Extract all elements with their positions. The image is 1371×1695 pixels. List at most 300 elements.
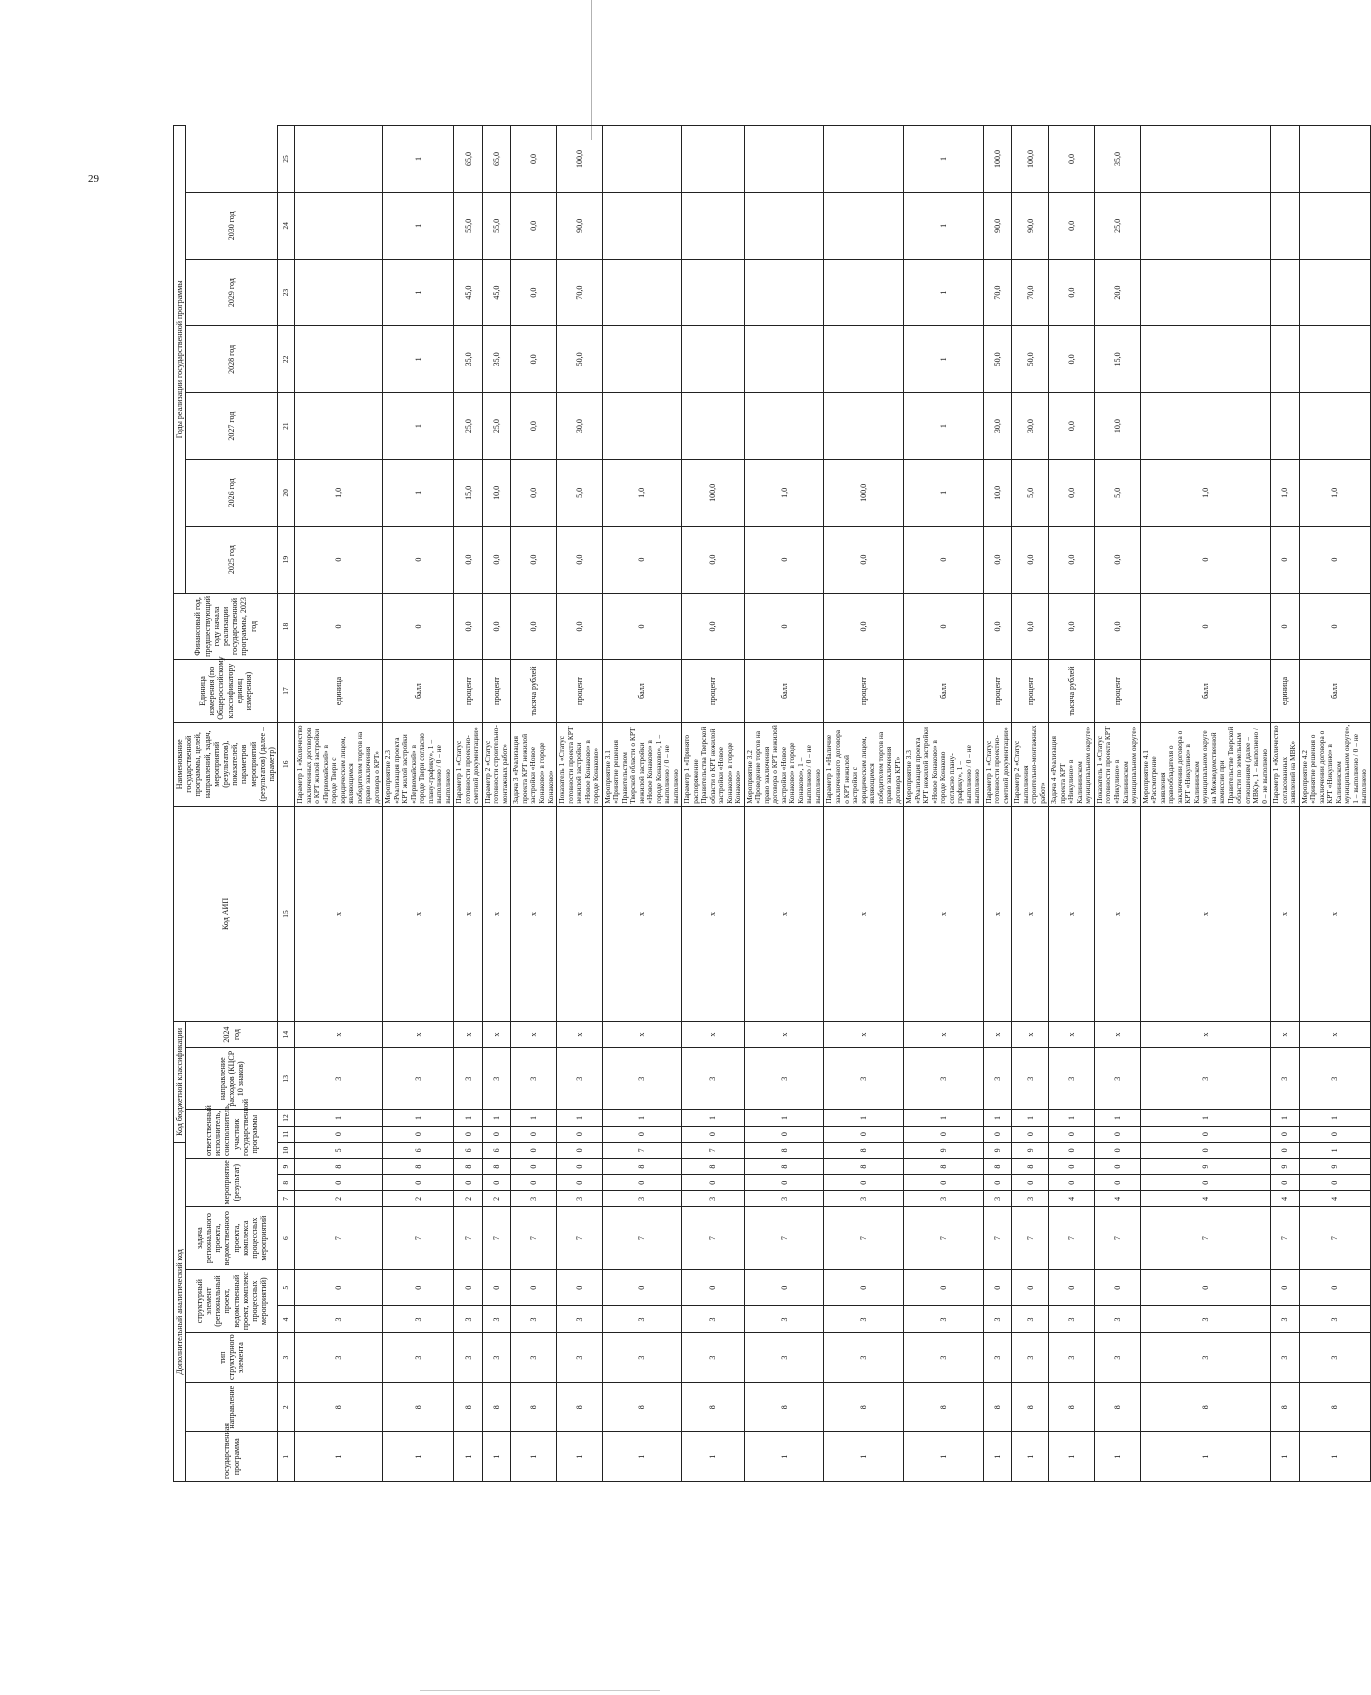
code-cell: x [383,806,454,1021]
column-number: 13 [278,1048,295,1110]
row-year-value [824,393,904,460]
code-cell: x [682,1022,745,1048]
code-cell: 0 [383,1269,454,1306]
row-year-value [744,192,824,259]
row-year-value: 10,0 [1094,393,1140,460]
row-year-value: 1 [904,259,984,326]
row-year-value [1299,326,1370,393]
column-number: 6 [278,1207,295,1269]
code-cell: 8 [295,1382,383,1432]
row-fin-year-value: 0 [295,593,383,660]
code-cell: x [1094,806,1140,1021]
code-cell: 3 [511,1306,557,1333]
table-row [557,126,603,1482]
row-unit: балл [904,660,984,722]
row-year-value [1271,326,1300,393]
code-cell: 3 [602,1306,682,1333]
column-number: 18 [278,593,295,660]
row-year-value [1271,393,1300,460]
code-cell: 3 [557,1333,603,1383]
code-cell: 7 [1140,1207,1271,1269]
code-cell: 3 [904,1306,984,1333]
row-name: Показатель 1 «Статус готовности проекта КРТ нежилой застройки «Новое Конаково» в городе Конаково» [557,722,603,806]
row-year-value [824,192,904,259]
code-cell: 7 [904,1207,984,1269]
code-cell: 3 [744,1306,824,1333]
code-cell: 0 [1049,1126,1095,1142]
row-year-value: 0 [1140,526,1271,593]
row-unit: балл [383,660,454,722]
code-cell: 8 [744,1159,824,1175]
code-cell: 1 [295,1110,383,1126]
row-unit: процент [557,660,603,722]
row-fin-year-value: 0,0 [824,593,904,660]
code-cell: 3 [511,1191,557,1207]
code-cell: 8 [824,1382,904,1432]
code-cell: 3 [682,1333,745,1383]
row-unit: процент [1012,660,1049,722]
code-cell: 8 [824,1142,904,1158]
code-cell: 7 [682,1142,745,1158]
code-cell: x [482,806,511,1021]
code-cell: 3 [557,1191,603,1207]
code-cell: x [383,1022,454,1048]
header-zadacha: задача регионального проекта, ведомственного проекта, комплекса процессных мероприятий [186,1207,278,1269]
header-napr: направление [186,1382,278,1432]
code-cell: 8 [454,1382,483,1432]
code-cell: 0 [824,1175,904,1191]
code-cell: 0 [744,1269,824,1306]
row-unit: процент [1094,660,1140,722]
row-year-value: 10,0 [983,460,1012,527]
row-year-value: 50,0 [1012,326,1049,393]
row-name: Мероприятие 2.3 «Реализация проекта КРТ жилой застройки «Первомайский» в городе Твери согласно плану-графику», 1 – выполнено / 0 – не выполнено [383,722,454,806]
code-cell: 0 [482,1269,511,1306]
table-row [1012,126,1049,1482]
row-name: Мероприятие 3.1 «Принятие решения Правительством Тверской области о КРТ нежилой застройки «Новое Конаково» в городе Конаково», 1 – выполнено / 0 – не выполнено [602,722,682,806]
row-year-value: 90,0 [557,192,603,259]
code-cell: 7 [602,1142,682,1158]
row-year-value: 0,0 [511,460,557,527]
code-cell: 1 [454,1432,483,1482]
row-year-value: 0,0 [824,526,904,593]
header-tip: тип структурного элемента [186,1333,278,1383]
row-year-value: 1 [904,192,984,259]
code-cell: 1 [824,1432,904,1482]
code-cell: 2 [295,1191,383,1207]
code-cell: 0 [557,1142,603,1158]
code-cell: 8 [1094,1382,1140,1432]
code-cell: 7 [682,1207,745,1269]
header-year-2027: 2027 год [186,393,278,460]
row-year-value: 20,0 [1094,259,1140,326]
row-year-value [602,393,682,460]
row-year-value: 0,0 [511,192,557,259]
code-cell: 2 [454,1191,483,1207]
row-year-value [295,192,383,259]
column-number: 5 [278,1269,295,1306]
code-cell: 0 [1094,1159,1140,1175]
code-cell: 3 [602,1048,682,1110]
code-cell: 0 [904,1269,984,1306]
header-year-2024: 2024 год [186,1022,278,1048]
row-year-value: 50,0 [983,326,1012,393]
column-number: 15 [278,806,295,1021]
code-cell: 3 [682,1306,745,1333]
code-cell: 1 [1094,1110,1140,1126]
row-fin-year-value: 0,0 [1012,593,1049,660]
code-cell: x [983,1022,1012,1048]
code-cell: 0 [1012,1126,1049,1142]
code-cell: 8 [1012,1159,1049,1175]
row-fin-year-value: 0 [383,593,454,660]
code-cell: 7 [1094,1207,1140,1269]
code-cell: 0 [1049,1175,1095,1191]
row-year-value: 55,0 [454,192,483,259]
code-cell: 0 [904,1126,984,1142]
header-years-group: Годы реализации государственной программы [174,126,186,594]
row-year-value [682,192,745,259]
row-year-value: 1 [383,393,454,460]
code-cell: 6 [482,1142,511,1158]
row-year-value [1299,192,1370,259]
row-year-value: 0,0 [511,259,557,326]
row-year-value [824,126,904,193]
row-year-value [1271,259,1300,326]
code-cell: 3 [983,1191,1012,1207]
row-year-value [1140,393,1271,460]
row-year-value: 0 [383,526,454,593]
code-cell: 3 [1299,1048,1370,1110]
row-name: Параметр 1 «Количество согласованных заявлений на МВК» [1271,722,1300,806]
code-cell: 9 [983,1142,1012,1158]
row-year-value: 45,0 [482,259,511,326]
column-number: 19 [278,526,295,593]
table-row [1271,126,1300,1482]
code-cell: 8 [744,1382,824,1432]
code-cell: x [511,1022,557,1048]
code-cell: 3 [1049,1333,1095,1383]
row-name: Параметр 1 «Статус готовности проектно-сметной документации» [983,722,1012,806]
code-cell: 8 [983,1382,1012,1432]
column-number: 25 [278,126,295,193]
code-cell: 1 [1012,1432,1049,1482]
row-year-value [602,126,682,193]
row-year-value: 0,0 [1049,259,1095,326]
code-cell: 3 [602,1333,682,1383]
code-cell: 3 [602,1191,682,1207]
row-year-value: 30,0 [557,393,603,460]
row-year-value: 1 [383,259,454,326]
code-cell: 3 [1271,1048,1300,1110]
header-unit: Единица измерения (по Общероссийскому классификатору единиц измерения) [174,660,278,722]
column-number: 24 [278,192,295,259]
code-cell: 8 [383,1159,454,1175]
code-cell: 7 [824,1207,904,1269]
row-year-value [1299,259,1370,326]
row-unit: процент [824,660,904,722]
code-cell: 0 [744,1126,824,1142]
code-cell: 3 [511,1333,557,1383]
code-cell: 0 [1140,1269,1271,1306]
column-number: 22 [278,326,295,393]
code-cell: 0 [454,1175,483,1191]
code-cell: 8 [1271,1382,1300,1432]
code-cell: 3 [824,1191,904,1207]
row-year-value [744,393,824,460]
row-year-value [682,126,745,193]
row-year-value: 0 [1271,526,1300,593]
code-cell: x [1299,806,1370,1021]
column-numbers-row [278,126,295,1482]
code-cell: x [1140,806,1271,1021]
code-cell: 1 [1140,1432,1271,1482]
column-number: 8 [278,1175,295,1191]
header-year-2025: 2025 год [186,526,278,593]
row-year-value: 0,0 [454,526,483,593]
row-year-value [682,259,745,326]
row-year-value [602,259,682,326]
code-cell: 7 [511,1207,557,1269]
column-number: 17 [278,660,295,722]
code-cell: x [1140,1022,1271,1048]
code-cell: x [824,1022,904,1048]
code-cell: 0 [1140,1175,1271,1191]
code-cell: 7 [1271,1207,1300,1269]
code-cell: 8 [482,1382,511,1432]
row-year-value: 25,0 [454,393,483,460]
code-cell: 1 [1271,1432,1300,1482]
code-cell: 3 [983,1333,1012,1383]
code-cell: 9 [1271,1159,1300,1175]
code-cell: 3 [383,1333,454,1383]
code-cell: x [682,806,745,1021]
code-cell: 1 [1271,1110,1300,1126]
code-cell: x [454,1022,483,1048]
program-table-sheet [173,125,1369,1482]
code-cell: 0 [1094,1142,1140,1158]
header-year-2029: 2029 год [186,259,278,326]
code-cell: 9 [904,1142,984,1158]
row-year-value: 0,0 [1012,526,1049,593]
code-cell: 6 [454,1142,483,1158]
code-cell: 1 [1012,1110,1049,1126]
row-unit: единица [295,660,383,722]
code-cell: 3 [1012,1333,1049,1383]
code-cell: 0 [383,1126,454,1142]
row-year-value: 1,0 [295,460,383,527]
header-kbk: Код бюджетной классификации [174,1022,186,1143]
row-fin-year-value: 0 [904,593,984,660]
row-year-value: 50,0 [557,326,603,393]
code-cell: 3 [983,1306,1012,1333]
code-cell: 3 [1049,1048,1095,1110]
row-year-value [295,126,383,193]
code-cell: x [295,806,383,1021]
code-cell: 2 [482,1191,511,1207]
row-fin-year-value: 0,0 [983,593,1012,660]
row-year-value [744,259,824,326]
table-row [1140,126,1271,1482]
table-row [904,126,984,1482]
code-cell: 3 [1299,1306,1370,1333]
table-row [983,126,1012,1482]
table-body [278,126,1371,1482]
code-cell: 7 [1012,1207,1049,1269]
code-cell: 8 [983,1159,1012,1175]
row-year-value: 30,0 [983,393,1012,460]
code-cell: x [557,806,603,1021]
row-year-value: 65,0 [482,126,511,193]
code-cell: x [1271,1022,1300,1048]
row-year-value: 15,0 [1094,326,1140,393]
code-cell: 3 [1299,1333,1370,1383]
row-year-value: 1,0 [1140,460,1271,527]
page-number: 29 [88,173,99,185]
code-cell: 0 [295,1175,383,1191]
column-number: 23 [278,259,295,326]
row-fin-year-value: 0 [1299,593,1370,660]
code-cell: 0 [454,1269,483,1306]
code-cell: x [1012,1022,1049,1048]
row-year-value [1140,192,1271,259]
code-cell: 4 [1299,1191,1370,1207]
row-year-value [602,326,682,393]
table-row [682,126,745,1482]
row-year-value: 100,0 [682,460,745,527]
code-cell: 0 [682,1175,745,1191]
code-cell: 1 [682,1432,745,1482]
row-year-value: 0,0 [511,126,557,193]
code-cell: 7 [557,1207,603,1269]
code-cell: 1 [1140,1110,1271,1126]
row-year-value: 5,0 [1012,460,1049,527]
row-year-value: 90,0 [983,192,1012,259]
code-cell: 0 [983,1126,1012,1142]
row-year-value: 0,0 [1049,526,1095,593]
code-cell: 8 [295,1159,383,1175]
code-cell: 0 [1012,1175,1049,1191]
row-year-value: 70,0 [557,259,603,326]
row-year-value: 0,0 [682,526,745,593]
row-year-value: 1 [383,460,454,527]
table-row [824,126,904,1482]
row-year-value: 25,0 [482,393,511,460]
row-year-value: 0,0 [511,326,557,393]
row-name: Параметр 1 «Наличие заключенного договора о КРТ нежилой застройки с юридическим лицом, являющимся победителем торгов на право заключения договора КРТ» [824,722,904,806]
row-year-value: 30,0 [1012,393,1049,460]
row-name: Параметр 2 «Статус выполнения строительно-монтажных работ» [1012,722,1049,806]
row-year-value [824,326,904,393]
row-name: Параметр 2 «Статус готовности строительно-монтажных работ» [482,722,511,806]
code-cell: 0 [824,1269,904,1306]
code-cell: 0 [983,1269,1012,1306]
row-year-value: 70,0 [983,259,1012,326]
code-cell: 3 [295,1333,383,1383]
row-unit: балл [1299,660,1370,722]
code-cell: 0 [482,1175,511,1191]
column-number: 10 [278,1142,295,1158]
header-year-2026: 2026 год [186,460,278,527]
code-cell: 0 [1049,1142,1095,1158]
row-year-value: 0 [744,526,824,593]
header-fin-year: Финансовый год, предшествующий году начала реализации государственной программы, 2023 год [174,593,278,660]
code-cell: 7 [1049,1207,1095,1269]
code-cell: 0 [1140,1126,1271,1142]
code-cell: 0 [511,1269,557,1306]
row-year-value: 1,0 [1299,460,1370,527]
code-cell: 3 [1094,1048,1140,1110]
code-cell: x [454,806,483,1021]
code-cell: 7 [383,1207,454,1269]
column-number: 12 [278,1110,295,1126]
row-year-value: 25,0 [1094,192,1140,259]
row-year-value: 1 [383,192,454,259]
code-cell: 0 [1094,1126,1140,1142]
code-cell: x [1094,1022,1140,1048]
code-cell: 3 [1012,1306,1049,1333]
row-year-value [295,326,383,393]
code-cell: 0 [744,1175,824,1191]
code-cell: 0 [295,1126,383,1142]
code-cell: 3 [744,1048,824,1110]
code-cell: 7 [295,1207,383,1269]
code-cell: 4 [1094,1191,1140,1207]
code-cell: 1 [1299,1432,1370,1482]
row-fin-year-value: 0 [1140,593,1271,660]
row-year-value: 10,0 [482,460,511,527]
column-number: 11 [278,1126,295,1142]
header-napr-rash: направление расходов (КЦСР 10 знаков) [186,1048,278,1110]
row-fin-year-value: 0 [602,593,682,660]
code-cell: 0 [1094,1175,1140,1191]
row-year-value: 0,0 [983,526,1012,593]
table-row [295,126,383,1482]
code-cell: 1 [904,1110,984,1126]
code-cell: 0 [904,1175,984,1191]
code-cell: 1 [983,1110,1012,1126]
code-cell: 7 [983,1207,1012,1269]
row-year-value [744,126,824,193]
row-fin-year-value: 0,0 [1049,593,1095,660]
code-cell: 8 [744,1142,824,1158]
code-cell: 0 [1271,1126,1300,1142]
row-year-value: 35,0 [482,326,511,393]
code-cell: 1 [511,1432,557,1482]
row-unit: процент [482,660,511,722]
code-cell: 3 [824,1333,904,1383]
code-cell: 0 [1094,1269,1140,1306]
code-cell: 1 [295,1432,383,1482]
code-cell: x [557,1022,603,1048]
row-fin-year-value: 0,0 [557,593,603,660]
row-year-value: 1 [383,126,454,193]
row-year-value: 0,0 [1049,460,1095,527]
code-cell: 0 [454,1126,483,1142]
code-cell: 3 [682,1048,745,1110]
code-cell: 3 [904,1191,984,1207]
row-year-value [1140,126,1271,193]
code-cell: x [482,1022,511,1048]
code-cell: 0 [1271,1142,1300,1158]
row-name: Параметр 1 «Статус готовности проектно-сметной документации» [454,722,483,806]
column-number: 4 [278,1306,295,1333]
code-cell: 8 [557,1382,603,1432]
code-cell: 0 [1299,1269,1370,1306]
code-cell: 3 [744,1333,824,1383]
code-cell: 8 [482,1159,511,1175]
code-cell: 9 [1012,1142,1049,1158]
